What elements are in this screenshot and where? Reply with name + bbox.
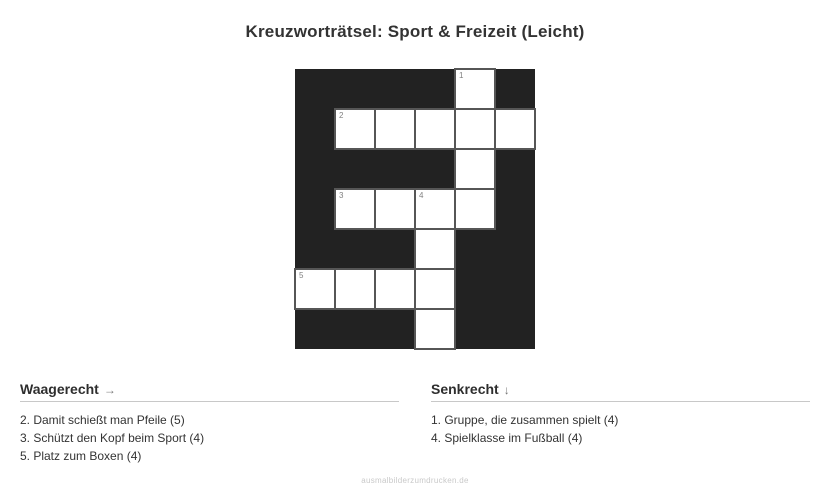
crossword-cell[interactable] [414,188,456,230]
cell-number: 3 [339,191,344,200]
crossword-cell[interactable] [454,68,496,110]
crossword-cell[interactable] [374,188,416,230]
crossword-cell[interactable] [374,108,416,150]
down-heading [431,382,810,402]
crossword-cell[interactable] [294,268,336,310]
crossword-cell[interactable] [454,108,496,150]
across-heading [20,382,399,402]
clues-section [20,382,810,465]
cell-number: 2 [339,111,344,120]
crossword-cell[interactable] [454,188,496,230]
crossword-cell[interactable] [454,148,496,190]
crossword-cell[interactable] [494,108,536,150]
page-title: Kreuzworträtsel: Sport & Freizeit (Leicht) [245,22,585,41]
crossword-cell[interactable] [414,108,456,150]
crossword-cell[interactable] [414,308,456,350]
down-clues-column [431,382,810,465]
down-arrow-icon: ↓ [503,383,510,397]
cell-number: 4 [419,191,424,200]
cell-number: 1 [459,71,464,80]
cell-number: 5 [299,271,304,280]
clue-item: 4. Spielklasse im Fußball (4) [431,431,583,445]
right-arrow-icon: → [103,383,116,397]
crossword-cell[interactable] [334,108,376,150]
crossword-cell[interactable] [414,228,456,270]
crossword-cell[interactable] [334,268,376,310]
crossword-grid [295,69,535,349]
crossword-cell[interactable] [334,188,376,230]
clue-item: 3. Schützt den Kopf beim Sport (4) [20,431,205,445]
down-clue-list [431,411,810,447]
crossword-cell[interactable] [374,268,416,310]
across-clue-list [20,411,399,465]
crossword-cell[interactable] [414,268,456,310]
clue-item: 1. Gruppe, die zusammen spielt (4) [431,413,619,427]
clue-item: 2. Damit schießt man Pfeile (5) [20,413,185,427]
down-heading-label: Senkrecht [431,381,499,397]
watermark: ausmalbilderzumdrucken.de [361,476,469,485]
across-clues-column [20,382,399,465]
clue-item: 5. Platz zum Boxen (4) [20,449,142,463]
across-heading-label: Waagerecht [20,381,99,397]
